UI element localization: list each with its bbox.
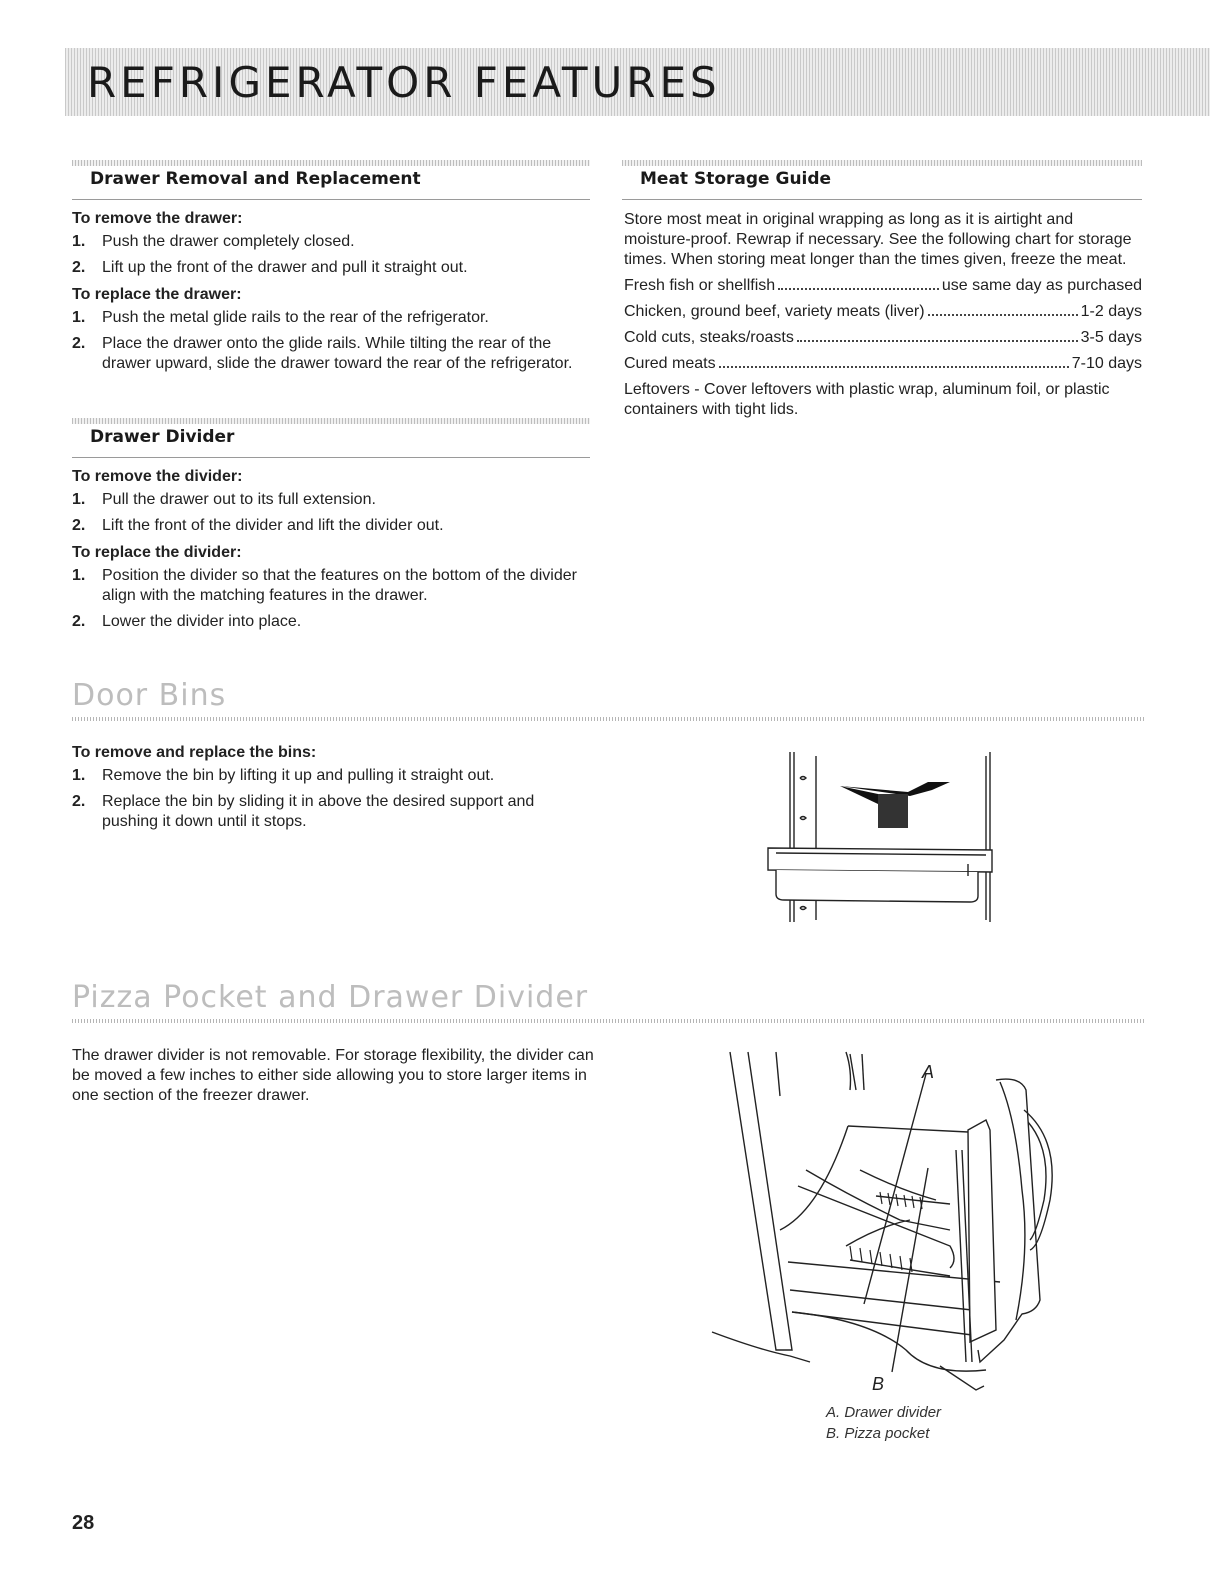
remove-divider-steps	[72, 490, 592, 536]
drawer-divider-heading: Drawer Divider	[90, 427, 235, 447]
pizza-pocket-heading: Pizza Pocket and Drawer Divider	[72, 980, 589, 1015]
door-bins-heading: Door Bins	[72, 678, 227, 713]
figure-caption	[826, 1402, 941, 1444]
meat-guide-intro: Store most meat in original wrapping as long as it is airtight and moisture-proof. Rewrap if necessary. See the following chart for storage times. When storing meat longer than the times given, freeze the meat.	[624, 211, 1132, 268]
page-number: 28	[72, 1512, 95, 1534]
label-b: B	[872, 1374, 885, 1394]
door-bin-illustration	[760, 752, 1005, 924]
remove-drawer-steps	[72, 232, 592, 278]
table-row: Cured meats 7-10 days	[624, 355, 1142, 372]
replace-divider-title: To replace the divider:	[72, 544, 242, 561]
replace-divider-steps	[72, 566, 592, 632]
list-item: 2. Place the drawer onto the glide rails. While tilting the rear of the drawer upward, slide the drawer toward the rear of the refrigerator.	[72, 335, 573, 372]
table-row: Chicken, ground beef, variety meats (liver) 1-2 days	[624, 303, 1142, 320]
caption-drawer-divider: A. Drawer divider	[826, 1404, 942, 1421]
meat-guide-heading-block	[622, 160, 1142, 200]
list-item: 1. Push the drawer completely closed.	[72, 233, 355, 250]
pizza-pocket-rule	[72, 1019, 1144, 1023]
list-item: 2. Lift the front of the divider and lift the divider out.	[72, 517, 444, 534]
remove-drawer-title: To remove the drawer:	[72, 210, 243, 227]
page-banner	[65, 48, 1210, 116]
label-a: A	[922, 1062, 935, 1082]
list-item: 1. Remove the bin by lifting it up and pulling it straight out.	[72, 767, 495, 784]
remove-divider-title: To remove the divider:	[72, 468, 243, 485]
drawer-divider-section	[72, 466, 592, 638]
list-item: 2. Replace the bin by sliding it in above the desired support and pushing it down until it stops.	[72, 793, 535, 830]
replace-drawer-steps	[72, 308, 592, 374]
list-item: 1. Push the metal glide rails to the rear of the refrigerator.	[72, 309, 489, 326]
freezer-drawer-illustration	[700, 1050, 1060, 1400]
replace-drawer-title: To replace the drawer:	[72, 286, 242, 303]
door-bins-lead: To remove and replace the bins:	[72, 744, 317, 761]
drawer-removal-section	[72, 208, 592, 380]
drawer-removal-heading-block	[72, 160, 590, 200]
door-bins-rule	[72, 717, 1144, 721]
page-title: REFRIGERATOR FEATURES	[87, 58, 721, 107]
door-bins-steps	[72, 766, 592, 832]
caption-pizza-pocket: B. Pizza pocket	[826, 1425, 930, 1442]
pizza-pocket-body: The drawer divider is not removable. For storage flexibility, the divider can be moved a few inches to either side allowing you to store larger items in one section of the freezer drawer.	[72, 1047, 594, 1104]
list-item: 2. Lower the divider into place.	[72, 613, 302, 630]
list-item: 1. Pull the drawer out to its full extension.	[72, 491, 376, 508]
drawer-divider-heading-block	[72, 418, 590, 458]
list-item: 2. Lift up the front of the drawer and pull it straight out.	[72, 259, 468, 276]
leftovers-note: Leftovers - Cover leftovers with plastic wrap, aluminum foil, or plastic containers with tight lids.	[624, 381, 1110, 418]
pizza-pocket-section	[72, 1046, 602, 1106]
table-row: Fresh fish or shellfish use same day as purchased	[624, 277, 1142, 294]
list-item: 1. Position the divider so that the features on the bottom of the divider align with the matching features in the drawer.	[72, 567, 577, 604]
meat-guide-section	[624, 210, 1142, 420]
door-bins-section	[72, 742, 592, 838]
drawer-removal-heading: Drawer Removal and Replacement	[90, 169, 421, 189]
meat-guide-heading: Meat Storage Guide	[640, 169, 832, 189]
table-row: Cold cuts, steaks/roasts 3-5 days	[624, 329, 1142, 346]
